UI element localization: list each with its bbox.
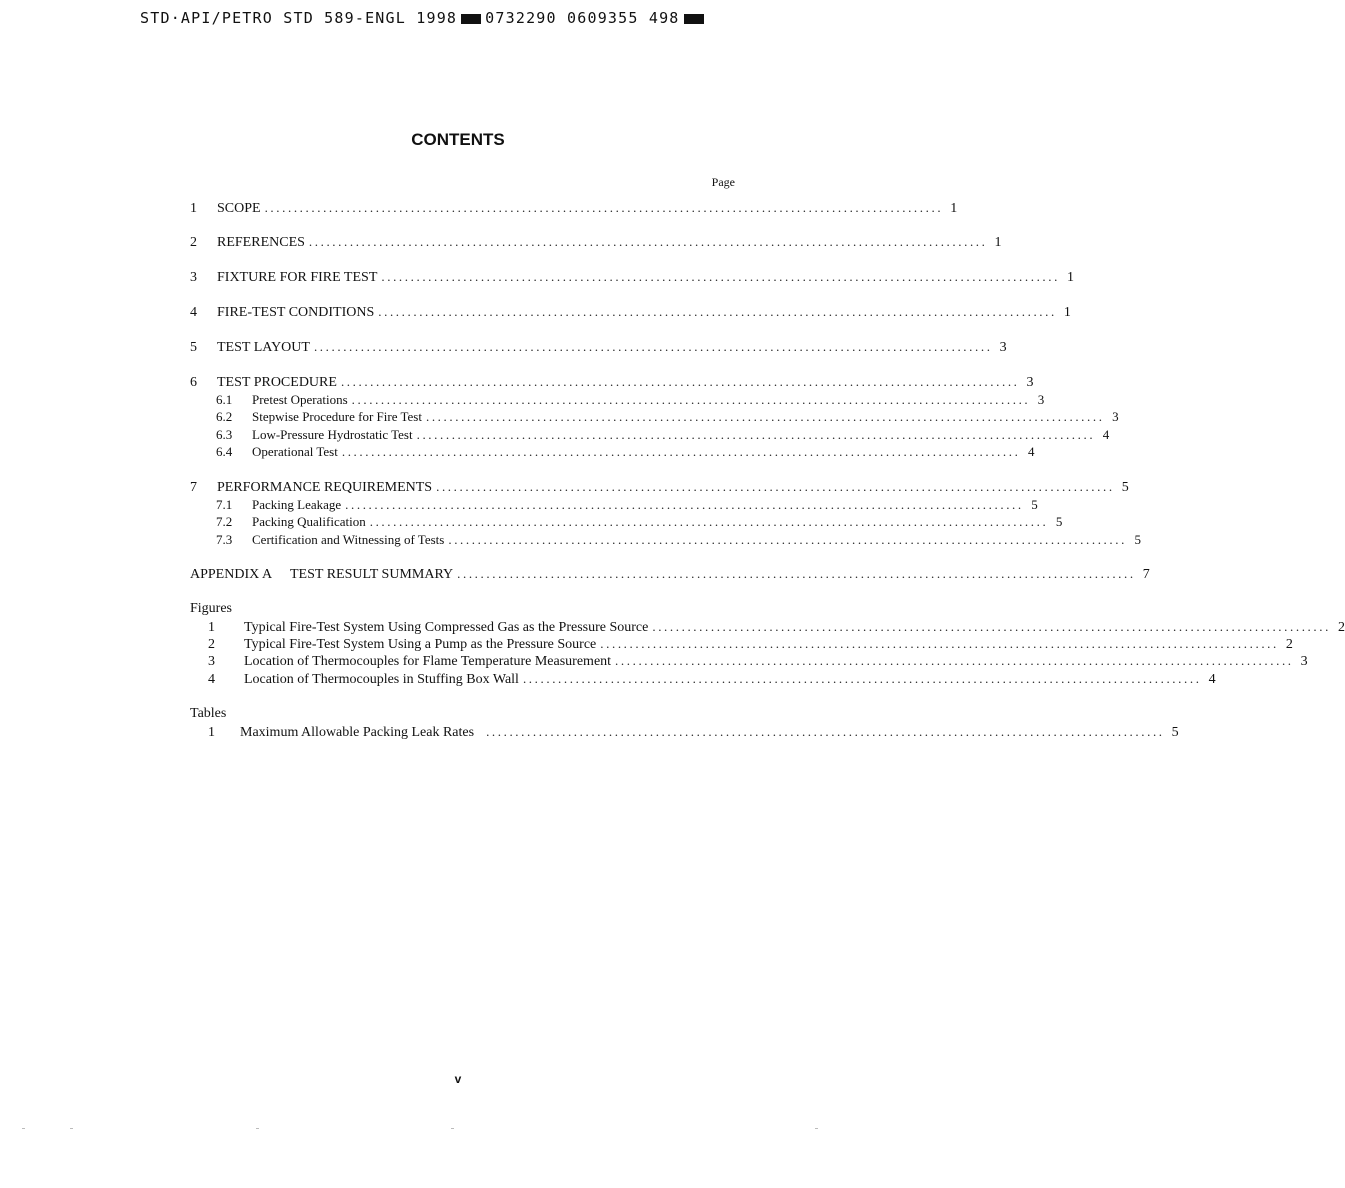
- page-number: v: [454, 1072, 462, 1086]
- toc-entry-page: 3: [999, 340, 1007, 355]
- figure-entry[interactable]: [208, 619, 1345, 637]
- figure-page: 2: [1337, 620, 1345, 635]
- figure-number: 1: [208, 620, 215, 635]
- dot-leader: ....................................................................................................................: [341, 444, 1021, 459]
- header-stamp-code: 0732290 0609355 498: [485, 9, 680, 27]
- figure-page: 4: [1208, 672, 1216, 687]
- dot-leader: ....................................................................................................................: [345, 497, 1024, 512]
- figure-entry[interactable]: [208, 636, 1293, 654]
- toc-entry[interactable]: [190, 200, 958, 218]
- toc-entry-page: 3: [1037, 392, 1045, 407]
- figure-page: 2: [1285, 637, 1293, 652]
- toc-appendix-entry[interactable]: [190, 566, 1150, 584]
- toc-entry-page: 1: [994, 235, 1002, 250]
- toc-entry-page: 3: [1112, 409, 1119, 424]
- dot-leader: ....................................................................................................................: [486, 724, 1165, 739]
- table-page: 5: [1171, 725, 1179, 740]
- toc-entry[interactable]: [190, 479, 1129, 497]
- toc-entry-number: 7.2: [216, 514, 233, 529]
- toc-entry-number: 6.1: [216, 392, 233, 407]
- dot-leader: ....................................................................................................................: [313, 339, 993, 354]
- table-title: Maximum Allowable Packing Leak Rates: [240, 725, 475, 740]
- dot-leader: ....................................................................................................................: [340, 374, 1020, 389]
- toc-subentry[interactable]: [216, 444, 1035, 462]
- toc-entry-number: 5: [190, 340, 197, 355]
- toc-entry-title: Stepwise Procedure for Fire Test: [252, 409, 422, 424]
- toc-entry-title: FIRE-TEST CONDITIONS: [217, 305, 375, 320]
- table-number: 1: [208, 725, 215, 740]
- toc-entry-number: 4: [190, 305, 197, 320]
- dot-leader: ....................................................................................................................: [369, 514, 1049, 529]
- toc-entry-title: Pretest Operations: [252, 392, 348, 407]
- scan-speck: [70, 1128, 73, 1129]
- dot-leader: ....................................................................................................................: [448, 532, 1127, 547]
- toc-entry-title: Low-Pressure Hydrostatic Test: [252, 427, 413, 442]
- toc-entry-page: 7: [1142, 567, 1150, 582]
- toc-entry-page: 5: [1121, 480, 1129, 495]
- toc-entry-title: Certification and Witnessing of Tests: [252, 532, 445, 547]
- figure-number: 4: [208, 672, 215, 687]
- figures-heading: Figures: [190, 601, 232, 616]
- header-stamp-text: STD·API/PETRO STD 589-ENGL 1998: [140, 9, 458, 27]
- toc-entry-title: TEST PROCEDURE: [217, 375, 337, 390]
- toc-entry[interactable]: [190, 374, 1034, 392]
- toc-entry-title: PERFORMANCE REQUIREMENTS: [217, 480, 433, 495]
- dot-leader: ....................................................................................................................: [436, 479, 1115, 494]
- toc-entry-title: TEST RESULT SUMMARY: [290, 567, 454, 582]
- page-title: CONTENTS: [411, 130, 505, 149]
- toc-entry-title: SCOPE: [217, 201, 261, 216]
- toc-entry-number: 7.1: [216, 497, 233, 512]
- dot-leader: ....................................................................................................................: [378, 304, 1057, 319]
- scan-speck: [451, 1128, 454, 1129]
- figure-page: 3: [1300, 654, 1308, 669]
- figure-number: 2: [208, 637, 215, 652]
- toc-entry-page: 3: [1026, 375, 1034, 390]
- toc-subentry[interactable]: [216, 514, 1063, 532]
- dot-leader: ....................................................................................................................: [351, 392, 1031, 407]
- toc-entry-page: 5: [1055, 514, 1063, 529]
- toc-entry-number: 1: [190, 201, 197, 216]
- tables-heading: Tables: [190, 706, 227, 721]
- toc-entry-title: Packing Leakage: [252, 497, 342, 512]
- dot-leader: ....................................................................................................................: [457, 566, 1136, 581]
- toc-entry-number: 3: [190, 270, 197, 285]
- toc-entry-number: 7: [190, 480, 197, 495]
- toc-entry[interactable]: [190, 339, 1007, 357]
- toc-entry[interactable]: [190, 234, 1002, 252]
- toc-entry-title: Operational Test: [252, 444, 338, 459]
- figure-entry[interactable]: [208, 653, 1308, 671]
- toc-entry[interactable]: [190, 304, 1071, 322]
- figure-number: 3: [208, 654, 215, 669]
- scan-speck: [22, 1128, 25, 1129]
- toc-entry-title: FIXTURE FOR FIRE TEST: [217, 270, 378, 285]
- toc-entry-number: 2: [190, 235, 197, 250]
- toc-entry-number: 6.4: [216, 444, 233, 459]
- toc-entry-page: 1: [950, 201, 958, 216]
- toc-entry-title: REFERENCES: [217, 235, 305, 250]
- page-column-label: Page: [711, 175, 735, 189]
- scan-speck: [815, 1128, 818, 1129]
- document-header-stamp: [140, 9, 760, 27]
- dot-leader: ....................................................................................................................: [522, 671, 1202, 686]
- dot-leader: ....................................................................................................................: [615, 653, 1294, 668]
- table-entry[interactable]: [208, 724, 1179, 742]
- toc-entry-number: 6.2: [216, 409, 233, 424]
- toc-entry-page: 1: [1063, 305, 1071, 320]
- dot-leader: ....................................................................................................................: [264, 200, 944, 215]
- dot-leader: ....................................................................................................................: [600, 636, 1279, 651]
- toc-entry-number: 6: [190, 375, 197, 390]
- dot-leader: ....................................................................................................................: [308, 234, 988, 249]
- dot-leader: ....................................................................................................................: [381, 269, 1060, 284]
- toc-subentry[interactable]: [216, 392, 1045, 410]
- figure-title: Location of Thermocouples for Flame Temperature Measurement: [244, 654, 612, 669]
- dot-leader: ....................................................................................................................: [652, 619, 1331, 634]
- toc-entry-page: 4: [1102, 427, 1110, 442]
- toc-entry-page: 5: [1134, 532, 1141, 547]
- dot-leader: ....................................................................................................................: [416, 427, 1096, 442]
- figure-title: Location of Thermocouples in Stuffing Box Wall: [244, 672, 519, 687]
- dot-leader: ....................................................................................................................: [425, 409, 1105, 424]
- figure-entry[interactable]: [208, 671, 1216, 689]
- toc-entry-number: 7.3: [216, 532, 233, 547]
- toc-subentry[interactable]: [216, 409, 1119, 427]
- toc-subentry[interactable]: [216, 427, 1110, 445]
- toc-entry[interactable]: [190, 269, 1074, 287]
- scan-speck: [256, 1128, 259, 1129]
- figure-title: Typical Fire-Test System Using Compressed Gas as the Pressure Source: [244, 620, 649, 635]
- toc-entry-page: 1: [1066, 270, 1074, 285]
- toc-subentry[interactable]: [216, 497, 1038, 515]
- redaction-block: [461, 14, 481, 24]
- toc-entry-page: 5: [1031, 497, 1038, 512]
- toc-subentry[interactable]: [216, 532, 1141, 550]
- toc-entry-title: TEST LAYOUT: [217, 340, 310, 355]
- figure-title: Typical Fire-Test System Using a Pump as the Pressure Source: [244, 637, 597, 652]
- toc-entry-title: Packing Qualification: [252, 514, 366, 529]
- toc-appendix-label: APPENDIX A: [190, 567, 273, 582]
- toc-entry-page: 4: [1027, 444, 1035, 459]
- redaction-block: [684, 14, 704, 24]
- toc-entry-number: 6.3: [216, 427, 233, 442]
